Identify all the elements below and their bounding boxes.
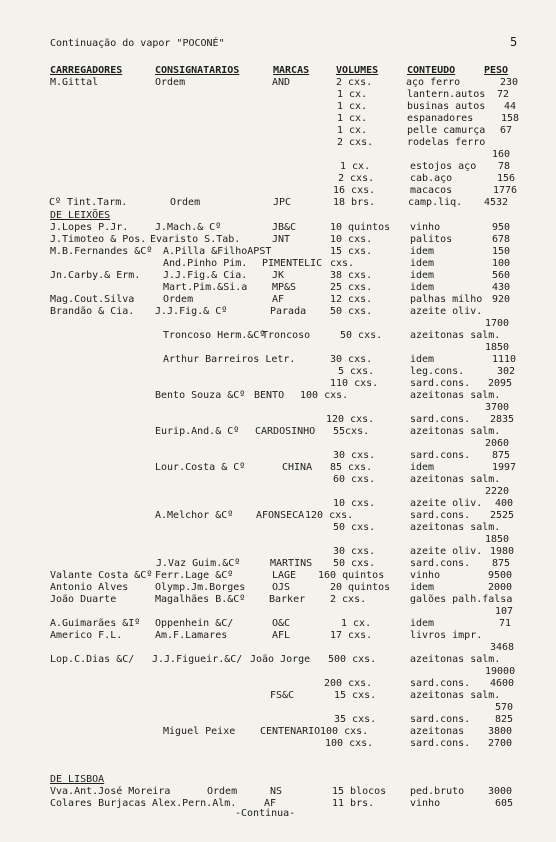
table-cell: 160 bbox=[492, 149, 511, 160]
table-cell: 107 bbox=[495, 606, 514, 617]
table-cell: And.Pinho Pim. bbox=[163, 258, 248, 269]
table-cell: sard.cons. bbox=[410, 678, 471, 689]
table-cell: 100 cxs. bbox=[300, 390, 349, 401]
table-cell: 30 cxs. bbox=[333, 546, 376, 557]
table-cell: 1 cx. bbox=[337, 101, 368, 112]
column-header-marcas: MARCAS bbox=[273, 65, 310, 76]
table-cell: azeitonas salm. bbox=[410, 654, 501, 665]
table-cell: 10 quintos bbox=[330, 222, 391, 233]
table-cell: 1776 bbox=[493, 185, 518, 196]
table-cell: 2 cxs. bbox=[337, 137, 374, 148]
table-cell: vinho bbox=[410, 222, 441, 233]
table-cell: Miguel Peixe bbox=[163, 726, 236, 737]
table-cell: J.Mach.& Cº bbox=[155, 222, 222, 233]
table-cell: FS&C bbox=[270, 690, 295, 701]
column-header-conteudo: CONTEUDO bbox=[407, 65, 456, 76]
table-cell: ped.bruto bbox=[410, 786, 465, 797]
table-cell: azeitonas salm. bbox=[410, 426, 501, 437]
table-cell: 55cxs. bbox=[333, 426, 370, 437]
table-cell: 1850 bbox=[485, 534, 510, 545]
table-cell: 158 bbox=[501, 113, 520, 124]
table-cell: 1850 bbox=[485, 342, 510, 353]
table-cell: 500 cxs. bbox=[328, 654, 377, 665]
column-header-peso: PESO bbox=[484, 65, 509, 76]
table-cell: AND bbox=[272, 77, 291, 88]
table-cell: 1980 bbox=[490, 546, 515, 557]
table-cell: 10 cxs. bbox=[330, 234, 373, 245]
table-cell: 1 cx. bbox=[340, 161, 371, 172]
table-cell: 11 brs. bbox=[332, 798, 375, 809]
column-header-consignatarios: CONSIGNATARIOS bbox=[155, 65, 240, 76]
table-cell: 2835 bbox=[490, 414, 515, 425]
table-cell: vinho bbox=[410, 570, 441, 581]
table-cell: 15 cxs. bbox=[334, 690, 377, 701]
table-cell: idem bbox=[410, 582, 435, 593]
table-cell: 1 cx. bbox=[341, 618, 372, 629]
table-cell: JPC bbox=[273, 197, 292, 208]
table-cell: aço ferro bbox=[406, 77, 461, 88]
table-cell: idem bbox=[410, 618, 435, 629]
table-cell: 1 cx. bbox=[337, 89, 368, 100]
table-cell: 150 bbox=[492, 246, 511, 257]
table-cell: Evaristo S.Tab. bbox=[150, 234, 241, 245]
table-cell: 5 cxs. bbox=[338, 366, 375, 377]
table-cell: J.J.Figueir.&C/ bbox=[152, 654, 243, 665]
table-cell: lantern.autos bbox=[407, 89, 486, 100]
table-cell: Am.F.Lamares bbox=[155, 630, 228, 641]
table-cell: AFONSECA bbox=[256, 510, 305, 521]
table-cell: 920 bbox=[492, 294, 511, 305]
table-cell: 875 bbox=[492, 450, 511, 461]
table-cell: 3468 bbox=[490, 642, 515, 653]
table-cell: azeitonas salm. bbox=[410, 522, 501, 533]
table-cell: Americo F.L. bbox=[50, 630, 123, 641]
table-cell: 16 cxs. bbox=[333, 185, 376, 196]
table-cell: CENTENARIO bbox=[260, 726, 321, 737]
table-cell: 72 bbox=[497, 89, 510, 100]
table-cell: Magalhães B.&Cº bbox=[155, 594, 246, 605]
table-cell: 825 bbox=[495, 714, 514, 725]
table-cell: 430 bbox=[492, 282, 511, 293]
column-header-carregadores: CARREGADORES bbox=[50, 65, 123, 76]
table-cell: 1997 bbox=[492, 462, 517, 473]
table-cell: M.B.Fernandes &Cº bbox=[50, 246, 153, 257]
table-cell: 50 cxs. bbox=[340, 330, 383, 341]
table-cell: 400 bbox=[495, 498, 514, 509]
table-cell: J.Timoteo & Pos. bbox=[50, 234, 147, 245]
table-cell: idem bbox=[410, 354, 435, 365]
table-cell: camp.liq. bbox=[408, 197, 463, 208]
table-cell: 2060 bbox=[485, 438, 510, 449]
table-cell: Ordem bbox=[170, 197, 201, 208]
table-cell: 38 cxs. bbox=[330, 270, 373, 281]
table-cell: espanadores bbox=[407, 113, 474, 124]
table-cell: 875 bbox=[492, 558, 511, 569]
table-cell: Olymp.Jm.Borges bbox=[155, 582, 246, 593]
table-cell: BENTO bbox=[254, 390, 285, 401]
table-cell: 120 cxs. bbox=[305, 510, 354, 521]
table-cell: 100 bbox=[492, 258, 511, 269]
table-cell: 4600 bbox=[490, 678, 515, 689]
table-cell: idem bbox=[410, 270, 435, 281]
table-cell: Cº Tint.Tarm. bbox=[49, 197, 128, 208]
table-cell: 2095 bbox=[488, 378, 513, 389]
table-cell: Ordem bbox=[155, 77, 186, 88]
table-cell: 3800 bbox=[488, 726, 513, 737]
table-cell: 605 bbox=[495, 798, 514, 809]
table-cell: azeitonas salm. bbox=[410, 330, 501, 341]
table-cell: azeite oliv. bbox=[410, 546, 483, 557]
table-cell: Vva.Ant.José Moreira bbox=[50, 786, 171, 797]
table-cell: 110 cxs. bbox=[330, 378, 379, 389]
table-cell: 50 cxs. bbox=[330, 306, 373, 317]
table-cell: Brandão & Cia. bbox=[50, 306, 135, 317]
table-cell: 230 bbox=[500, 77, 519, 88]
table-cell: CARDOSINHO bbox=[255, 426, 316, 437]
table-cell: 560 bbox=[492, 270, 511, 281]
page-title: Continuação do vapor "POCONÉ" bbox=[50, 38, 225, 49]
table-cell: 2700 bbox=[488, 738, 513, 749]
table-cell: 100 cxs. bbox=[320, 726, 369, 737]
table-cell: Mag.Cout.Silva bbox=[50, 294, 135, 305]
table-cell: JNT bbox=[272, 234, 291, 245]
table-cell: Parada bbox=[270, 306, 307, 317]
table-cell: JK bbox=[272, 270, 285, 281]
table-cell: 1 cx. bbox=[337, 125, 368, 136]
table-cell: 78 bbox=[498, 161, 511, 172]
table-cell: 25 cxs. bbox=[330, 282, 373, 293]
table-cell: Lop.C.Dias &C/ bbox=[50, 654, 135, 665]
table-cell: 50 cxs. bbox=[333, 558, 376, 569]
table-cell: 4532 bbox=[484, 197, 509, 208]
table-cell: 1110 bbox=[492, 354, 517, 365]
table-cell: livros impr. bbox=[410, 630, 483, 641]
table-cell: M.Gittal bbox=[50, 77, 99, 88]
table-cell: 19000 bbox=[485, 666, 516, 677]
table-cell: 71 bbox=[499, 618, 512, 629]
table-cell: 3000 bbox=[488, 786, 513, 797]
table-cell: rodelas ferro bbox=[407, 137, 486, 148]
table-cell: 2 cxs. bbox=[336, 77, 373, 88]
table-cell: 950 bbox=[492, 222, 511, 233]
table-cell: galões palh.falsa bbox=[410, 594, 513, 605]
table-cell: João Duarte bbox=[50, 594, 117, 605]
table-cell: azeitonas salm. bbox=[410, 390, 501, 401]
table-cell: Oppenhein &C/ bbox=[155, 618, 234, 629]
table-cell: vinho bbox=[410, 798, 441, 809]
table-cell: palhas milho bbox=[410, 294, 483, 305]
table-cell: sard.cons. bbox=[410, 510, 471, 521]
table-cell: Troncoso bbox=[262, 330, 311, 341]
table-cell: 2 cxs. bbox=[330, 594, 367, 605]
table-cell: 1 cx. bbox=[337, 113, 368, 124]
table-cell: Alex.Pern.Alm. bbox=[152, 798, 237, 809]
table-cell: 3700 bbox=[485, 402, 510, 413]
table-cell: 160 quintos bbox=[318, 570, 385, 581]
table-cell: 44 bbox=[504, 101, 517, 112]
table-cell: MARTINS bbox=[270, 558, 313, 569]
table-cell: 17 cxs. bbox=[330, 630, 373, 641]
table-cell: Eurip.And.& Cº bbox=[155, 426, 240, 437]
table-cell: 15 cxs. bbox=[330, 246, 373, 257]
table-cell: estojos aço bbox=[410, 161, 477, 172]
table-cell: 200 cxs. bbox=[324, 678, 373, 689]
section-heading: DE LEIXÕES bbox=[50, 210, 111, 221]
table-cell: 570 bbox=[495, 702, 514, 713]
table-cell: Lour.Costa & Cº bbox=[155, 462, 246, 473]
table-cell: LAGE bbox=[272, 570, 297, 581]
table-cell: 2 cxs. bbox=[338, 173, 375, 184]
table-cell: azeitonas salm. bbox=[410, 690, 501, 701]
table-cell: Bento Souza &Cº bbox=[155, 390, 246, 401]
table-cell: businas autos bbox=[407, 101, 486, 112]
table-cell: NS bbox=[270, 786, 283, 797]
table-cell: sard.cons. bbox=[410, 414, 471, 425]
table-cell: João Jorge bbox=[250, 654, 311, 665]
table-cell: Ferr.Lage &Cº bbox=[155, 570, 234, 581]
table-cell: J.J.Fig.& Cia. bbox=[163, 270, 248, 281]
table-cell: A.Pilla &FilhoAPST bbox=[163, 246, 272, 257]
table-cell: 156 bbox=[497, 173, 516, 184]
table-cell: A.Melchor &Cº bbox=[155, 510, 234, 521]
table-cell: AF bbox=[264, 798, 277, 809]
table-cell: Barker bbox=[269, 594, 306, 605]
table-cell: sard.cons. bbox=[410, 714, 471, 725]
table-cell: 100 cxs. bbox=[325, 738, 374, 749]
table-cell: 2220 bbox=[485, 486, 510, 497]
table-cell: CHINA bbox=[282, 462, 313, 473]
table-cell: cab.aço bbox=[410, 173, 453, 184]
table-cell: J.Vaz Guim.&Cº bbox=[156, 558, 241, 569]
table-cell: 67 bbox=[500, 125, 513, 136]
table-cell: sard.cons. bbox=[410, 738, 471, 749]
table-cell: J.Lopes P.Jr. bbox=[50, 222, 129, 233]
table-cell: Ordem bbox=[163, 294, 194, 305]
table-cell: 60 cxs. bbox=[333, 474, 376, 485]
table-cell: Arthur Barreiros Letr. bbox=[163, 354, 296, 365]
table-cell: MP&S bbox=[272, 282, 297, 293]
table-cell: O&C bbox=[272, 618, 291, 629]
table-cell: 18 brs. bbox=[333, 197, 376, 208]
table-cell: 1700 bbox=[485, 318, 510, 329]
table-cell: PIMENTELIC bbox=[262, 258, 323, 269]
table-cell: JB&C bbox=[272, 222, 297, 233]
table-cell: 85 cxs. bbox=[330, 462, 373, 473]
table-cell: Mart.Pim.&Si.a bbox=[163, 282, 248, 293]
table-cell: Ordem bbox=[207, 786, 238, 797]
table-cell: AF bbox=[272, 294, 285, 305]
table-cell: idem bbox=[410, 282, 435, 293]
table-cell: cxs. bbox=[330, 258, 355, 269]
table-cell: idem bbox=[410, 462, 435, 473]
table-cell: palitos bbox=[410, 234, 453, 245]
table-cell: 10 cxs. bbox=[333, 498, 376, 509]
table-cell: 35 cxs. bbox=[334, 714, 377, 725]
table-cell: sard.cons. bbox=[410, 558, 471, 569]
table-cell: OJS bbox=[272, 582, 291, 593]
table-cell: 50 cxs. bbox=[333, 522, 376, 533]
table-cell: sard.cons. bbox=[410, 450, 471, 461]
table-cell: 20 quintos bbox=[330, 582, 391, 593]
table-cell: leg.cons. bbox=[410, 366, 465, 377]
table-cell: 2000 bbox=[488, 582, 513, 593]
table-cell: J.J.Fig.& Cº bbox=[155, 306, 228, 317]
table-cell: Antonio Alves bbox=[50, 582, 129, 593]
table-cell: 15 blocos bbox=[332, 786, 387, 797]
table-cell: Troncoso Herm.&Cº bbox=[163, 330, 266, 341]
table-cell: 12 cxs. bbox=[330, 294, 373, 305]
table-cell: idem bbox=[410, 258, 435, 269]
table-cell: azeitonas bbox=[410, 726, 465, 737]
column-header-volumes: VOLUMES bbox=[336, 65, 379, 76]
table-cell: azeitonas salm. bbox=[410, 474, 501, 485]
table-cell: 9500 bbox=[488, 570, 513, 581]
table-cell: azeite oliv. bbox=[410, 498, 483, 509]
table-cell: AFL bbox=[272, 630, 291, 641]
table-cell: pelle camurça bbox=[407, 125, 486, 136]
table-cell: Valante Costa &Cº bbox=[50, 570, 153, 581]
table-cell: azeite oliv. bbox=[410, 306, 483, 317]
section-heading: DE LISBOA bbox=[50, 774, 105, 785]
table-cell: macacos bbox=[410, 185, 453, 196]
page-number: 5 bbox=[510, 35, 518, 49]
table-cell: 30 cxs. bbox=[333, 450, 376, 461]
table-cell: Jn.Carby.& Erm. bbox=[50, 270, 141, 281]
table-cell: 2525 bbox=[490, 510, 515, 521]
table-cell: 120 cxs. bbox=[326, 414, 375, 425]
table-cell: Colares Burjacas bbox=[50, 798, 147, 809]
table-cell: idem bbox=[410, 246, 435, 257]
table-cell: 678 bbox=[492, 234, 511, 245]
table-cell: sard.cons. bbox=[410, 378, 471, 389]
continuation-note: -Continua- bbox=[235, 808, 296, 819]
table-cell: 30 cxs. bbox=[330, 354, 373, 365]
table-cell: 302 bbox=[497, 366, 516, 377]
table-cell: A.Guimarães &Iº bbox=[50, 618, 141, 629]
